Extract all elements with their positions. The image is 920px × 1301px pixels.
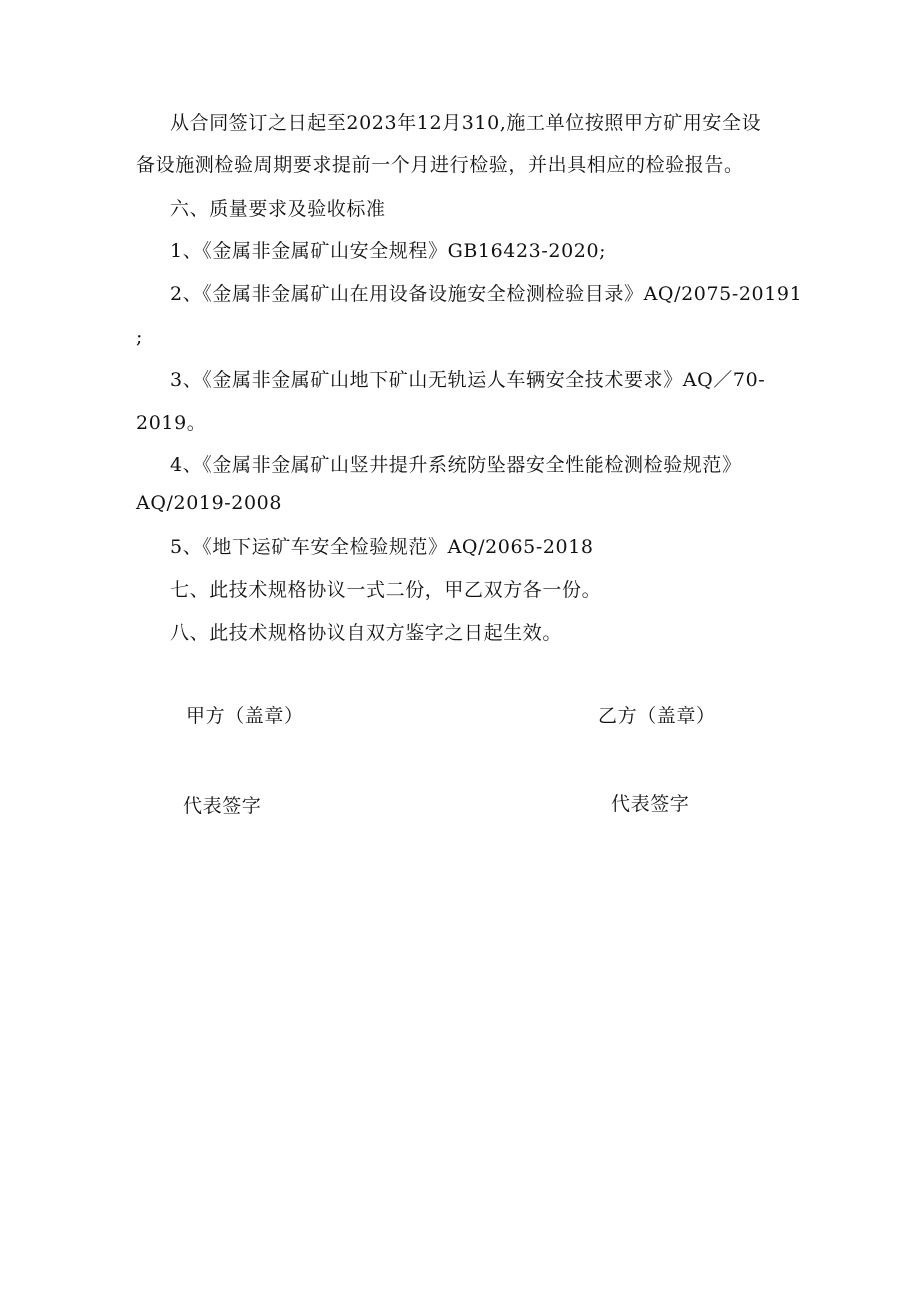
section-heading-quality: 六、质量要求及验收标准 bbox=[170, 198, 386, 220]
standard-item-3: 3、《金属非金属矿山地下矿山无轨运人车辆安全技术要求》AQ／70- bbox=[170, 369, 766, 391]
standard-item-2-continuation: ; bbox=[136, 326, 144, 348]
section-heading-copies: 七、此技术规格协议一式二份，甲乙双方各一份。 bbox=[170, 579, 602, 601]
party-a-seal-label: 甲方（盖章） bbox=[186, 705, 304, 727]
standard-item-5: 5、《地下运矿车安全检验规范》AQ/2065-2018 bbox=[170, 536, 594, 558]
standard-item-4: 4、《金属非金属矿山竖井提升系统防坠器安全性能检测检验规范》 bbox=[170, 454, 742, 476]
party-b-representative-label: 代表签字 bbox=[611, 793, 690, 815]
section-heading-effective: 八、此技术规格协议自双方鉴字之日起生效。 bbox=[170, 622, 563, 644]
paragraph-schedule-line-1: 从合同签订之日起至2023年12月310,施工单位按照甲方矿用安全设 bbox=[170, 112, 762, 134]
standard-item-2: 2、《金属非金属矿山在用设备设施安全检测检验目录》AQ/2075-20191 bbox=[170, 283, 803, 305]
standard-item-3-continuation: 2019。 bbox=[136, 412, 207, 434]
party-b-seal-label: 乙方（盖章） bbox=[598, 705, 716, 727]
party-a-representative-label: 代表签字 bbox=[183, 795, 262, 817]
standard-item-1: 1、《金属非金属矿山安全规程》GB16423-2020; bbox=[170, 240, 607, 262]
standard-item-4-continuation: AQ/2019-2008 bbox=[136, 492, 283, 514]
paragraph-schedule-line-2: 备设施测检验周期要求提前一个月进行检验，并出具相应的检验报告。 bbox=[136, 154, 744, 176]
